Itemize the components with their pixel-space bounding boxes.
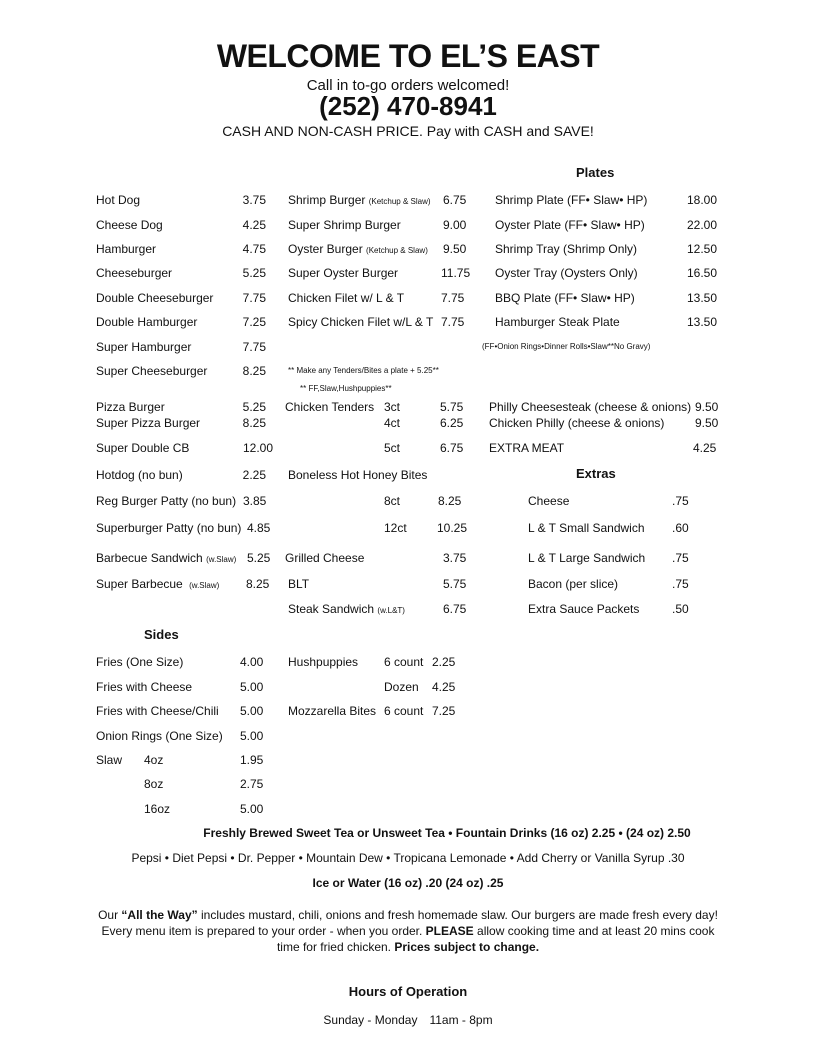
slaw-size: 16oz (144, 802, 171, 816)
item-count: 5ct (384, 441, 401, 455)
item-price: 5.00 (240, 729, 264, 743)
item-name: Oyster Tray (Oysters Only) (495, 266, 638, 280)
item-name: L & T Large Sandwich (528, 551, 646, 565)
item-name: Double Hamburger (96, 315, 198, 329)
item-count: 6 count (384, 655, 424, 669)
phone-number: (252) 470-8941 (319, 91, 497, 121)
item-name: Barbecue Sandwich (w.Slaw) (96, 551, 237, 565)
item-name: Hotdog (no bun) (96, 468, 183, 482)
item-name: Steak Sandwich (w.L&T) (288, 602, 405, 616)
item-count: 12ct (384, 521, 407, 535)
item-price: 9.00 (443, 218, 467, 232)
item-price: 4.00 (240, 655, 264, 669)
page-title: WELCOME TO EL’S EAST (216, 38, 600, 74)
item-price: 12.00 (243, 441, 274, 455)
extras-heading: Extras (576, 466, 616, 481)
item-price: 8.25 (246, 577, 270, 591)
item-name: Shrimp Tray (Shrimp Only) (495, 242, 638, 256)
item-name: Superburger Patty (no bun) (96, 521, 242, 535)
item-name: Super Barbecue (w.Slaw) (96, 577, 220, 591)
hushpuppies-label: Hushpuppies (288, 655, 359, 669)
item-price: 13.50 (686, 315, 717, 329)
item-name: EXTRA MEAT (489, 441, 565, 455)
item-price: 8.25 (242, 416, 266, 430)
item-price: 13.50 (686, 291, 717, 305)
slaw-label: Slaw (96, 753, 123, 767)
footer-line-1: Our “All the Way” includes mustard, chili, onions and fresh homemade slaw. Our burgers are made fresh every day! (98, 908, 718, 922)
item-name: Cheese (528, 494, 570, 508)
footer-line-2: Every menu item is prepared to your order - when you order. PLEASE allow cooking time and at least 20 mins cook (101, 924, 715, 938)
item-price: 5.75 (440, 400, 464, 414)
item-price: 5.75 (443, 577, 467, 591)
item-name: Philly Cheesesteak (cheese & onions) (489, 400, 692, 414)
hot-honey-bites-label: Boneless Hot Honey Bites (288, 468, 428, 482)
item-note: (w.Slaw) (206, 555, 237, 564)
item-count: 4ct (384, 416, 401, 430)
item-count: Dozen (384, 680, 419, 694)
item-name: Spicy Chicken Filet w/L & T (288, 315, 434, 329)
item-price: 8.25 (438, 494, 462, 508)
cash-price-note: CASH AND NON-CASH PRICE. Pay with CASH and SAVE! (222, 123, 594, 139)
sides-heading: Sides (144, 627, 179, 642)
item-price: 1.95 (240, 753, 264, 767)
footer-line-3: time for fried chicken. Prices subject to change. (276, 940, 540, 954)
item-price: 22.00 (686, 218, 717, 232)
item-price: 5.00 (240, 680, 264, 694)
item-price: 10.25 (437, 521, 468, 535)
item-name: Shrimp Burger (Ketchup & Slaw) (288, 193, 431, 207)
item-price: 5.00 (240, 704, 264, 718)
item-price: .75 (672, 551, 689, 565)
subtitle: Call in to-go orders welcomed! (306, 77, 510, 94)
item-name: Cheeseburger (96, 266, 173, 280)
item-price: 5.25 (242, 400, 266, 414)
item-count: 8ct (384, 494, 401, 508)
item-price: 2.25 (242, 468, 266, 482)
item-count: 6 count (384, 704, 424, 718)
item-note: (Ketchup & Slaw) (368, 197, 431, 206)
item-name: Reg Burger Patty (no bun) (96, 494, 237, 508)
mozzarella-bites-label: Mozzarella Bites (288, 704, 377, 718)
item-name: Onion Rings (One Size) (96, 729, 223, 743)
item-price: .50 (672, 602, 689, 616)
item-count: 3ct (384, 400, 401, 414)
item-price: 9.50 (695, 400, 719, 414)
item-price: 2.75 (240, 777, 264, 791)
item-name: Oyster Plate (FF• Slaw• HP) (495, 218, 645, 232)
item-price: 7.75 (242, 340, 266, 354)
item-name: BBQ Plate (FF• Slaw• HP) (495, 291, 635, 305)
item-price: 7.75 (242, 291, 266, 305)
item-name: Bacon (per slice) (528, 577, 619, 591)
item-price: 6.25 (440, 416, 464, 430)
item-price: 9.50 (443, 242, 467, 256)
item-note: (w.L&T) (377, 606, 405, 615)
item-price: 9.50 (695, 416, 719, 430)
item-price: 4.25 (432, 680, 456, 694)
item-price: 5.00 (240, 802, 264, 816)
item-price: 6.75 (443, 193, 467, 207)
item-name: Hot Dog (96, 193, 141, 207)
item-name: Super Pizza Burger (96, 416, 201, 430)
hours-line: Sunday - Monday 11am - 8pm (323, 1013, 493, 1027)
item-name: Fries (One Size) (96, 655, 184, 669)
plate-note-sides: ** FF,Slaw,Hushpuppies** (300, 384, 392, 393)
item-name: Fries with Cheese/Chili (96, 704, 219, 718)
item-price: 7.75 (441, 315, 465, 329)
item-price: .75 (672, 577, 689, 591)
item-price: 8.25 (242, 364, 266, 378)
item-note: (w.Slaw) (189, 581, 220, 590)
item-name: Super Oyster Burger (288, 266, 399, 280)
item-price: 5.25 (247, 551, 271, 565)
item-price: 2.25 (432, 655, 456, 669)
chicken-tenders-label: Chicken Tenders (285, 400, 375, 414)
item-note: (Ketchup & Slaw) (366, 246, 428, 255)
item-price: 4.75 (242, 242, 266, 256)
item-price: 4.25 (242, 218, 266, 232)
item-price: 11.75 (441, 266, 471, 280)
hours-heading: Hours of Operation (348, 984, 468, 999)
item-price: 4.25 (693, 441, 717, 455)
item-name: Fries with Cheese (96, 680, 193, 694)
item-name: Extra Sauce Packets (528, 602, 640, 616)
item-name: Oyster Burger (Ketchup & Slaw) (288, 242, 428, 256)
item-price: .60 (672, 521, 689, 535)
item-price: 7.25 (432, 704, 456, 718)
item-name: Chicken Philly (cheese & onions) (489, 416, 665, 430)
plate-note: ** Make any Tenders/Bites a plate + 5.25** (288, 366, 439, 375)
item-name: Cheese Dog (96, 218, 163, 232)
item-price: 18.00 (686, 193, 717, 207)
item-name: Shrimp Plate (FF• Slaw• HP) (495, 193, 648, 207)
item-name: Hamburger Steak Plate (495, 315, 620, 329)
item-price: 12.50 (686, 242, 717, 256)
drinks-line-sodas: Pepsi • Diet Pepsi • Dr. Pepper • Mountain Dew • Tropicana Lemonade • Add Cherry or Vanilla Syrup .30 (131, 851, 685, 865)
item-price: 5.25 (242, 266, 266, 280)
item-price: 16.50 (686, 266, 717, 280)
item-name: Grilled Cheese (285, 551, 365, 565)
item-name: Super Cheeseburger (96, 364, 208, 378)
item-name: Hamburger (96, 242, 157, 256)
item-name: L & T Small Sandwich (528, 521, 645, 535)
item-name: BLT (288, 577, 310, 591)
item-price: 3.75 (443, 551, 467, 565)
drinks-line-tea: Freshly Brewed Sweet Tea or Unsweet Tea • Fountain Drinks (16 oz) 2.25 • (24 oz) 2.50 (203, 826, 691, 840)
item-price: 7.75 (441, 291, 465, 305)
slaw-size: 8oz (144, 777, 164, 791)
plate-sides-note: (FF•Onion Rings•Dinner Rolls•Slaw**No Gravy) (482, 342, 651, 351)
item-price: 3.75 (242, 193, 266, 207)
item-name: Super Hamburger (96, 340, 192, 354)
item-price: 6.75 (443, 602, 467, 616)
item-name: Chicken Filet w/ L & T (288, 291, 405, 305)
item-name: Super Shrimp Burger (288, 218, 401, 232)
item-price: 3.85 (243, 494, 267, 508)
item-name: Double Cheeseburger (96, 291, 214, 305)
drinks-line-water: Ice or Water (16 oz) .20 (24 oz) .25 (312, 876, 504, 890)
item-price: 6.75 (440, 441, 464, 455)
plates-heading: Plates (576, 165, 615, 180)
item-price: .75 (672, 494, 689, 508)
item-price: 7.25 (242, 315, 266, 329)
item-name: Pizza Burger (96, 400, 165, 414)
item-price: 4.85 (247, 521, 271, 535)
slaw-size: 4oz (144, 753, 164, 767)
item-name: Super Double CB (96, 441, 190, 455)
